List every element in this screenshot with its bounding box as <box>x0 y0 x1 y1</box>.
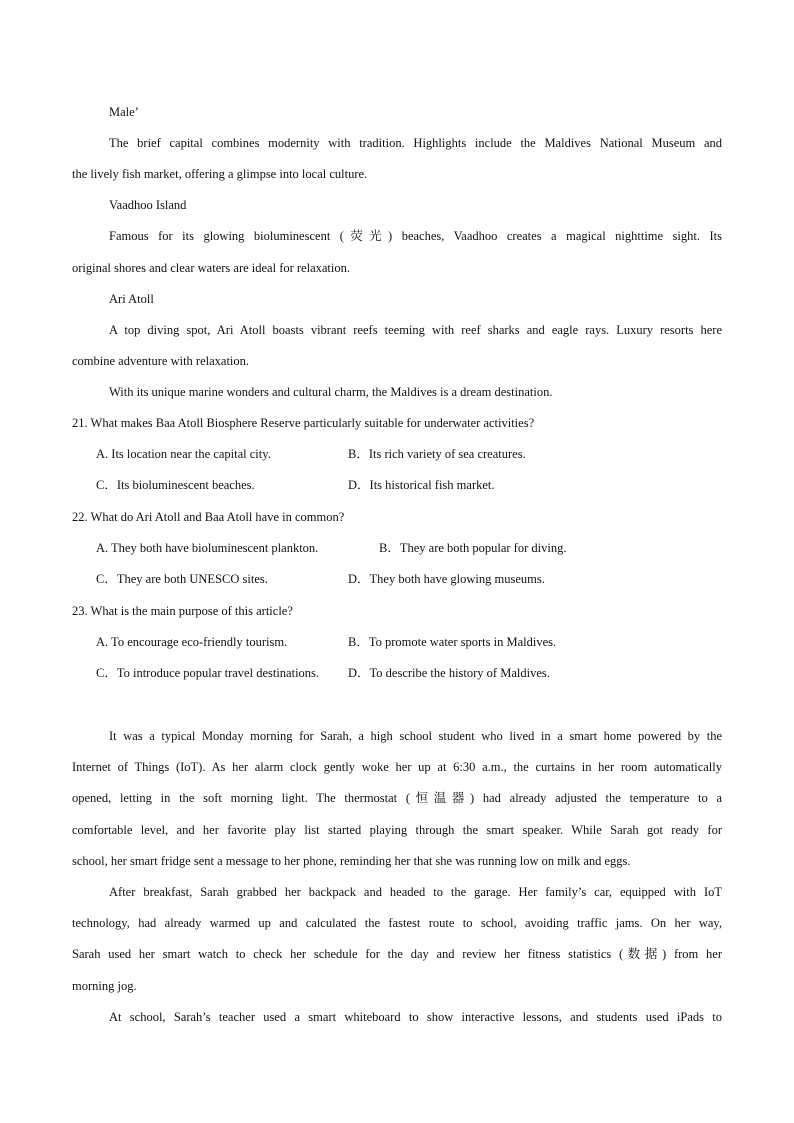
section-heading-vaadhoo: Vaadhoo Island <box>109 198 187 212</box>
option-b: B．Its rich variety of sea creatures. <box>348 447 526 461</box>
paragraph-line: original shores and clear waters are ideal for relaxation. <box>72 261 350 275</box>
option-a: A. Its location near the capital city. <box>96 447 271 461</box>
question-stem: 21. What makes Baa Atoll Biosphere Reserve particularly suitable for underwater activities? <box>72 416 535 430</box>
paragraph-line: The brief capital combines modernity with tradition. Highlights include the Maldives National Museum and <box>109 136 722 150</box>
paragraph-line: Sarah used her smart watch to check her schedule for the day and review her fitness statistics (数据) from her <box>72 947 722 961</box>
option-c: C．They are both UNESCO sites. <box>96 572 268 586</box>
paragraph-line: morning jog. <box>72 979 137 993</box>
paragraph-line: It was a typical Monday morning for Sarah, a high school student who lived in a smart home powered by the <box>109 729 722 743</box>
paragraph-line: At school, Sarah’s teacher used a smart whiteboard to show interactive lessons, and students used iPads to <box>109 1010 722 1024</box>
paragraph-line: After breakfast, Sarah grabbed her backpack and headed to the garage. Her family’s car, equipped with IoT <box>109 885 722 899</box>
option-d: D．To describe the history of Maldives. <box>348 666 550 680</box>
paragraph-line: technology, had already warmed up and calculated the fastest route to school, avoiding traffic jams. On her way, <box>72 916 722 930</box>
paragraph-line: A top diving spot, Ari Atoll boasts vibrant reefs teeming with reef sharks and eagle rays. Luxury resorts here <box>109 323 722 337</box>
paragraph-line: Internet of Things (IoT). As her alarm clock gently woke her up at 6:30 a.m., the curtains in her room automatically <box>72 760 722 774</box>
section-heading-male: Male’ <box>109 105 139 119</box>
paragraph-line: comfortable level, and her favorite play list started playing through the smart speaker. While Sarah got ready for <box>72 823 722 837</box>
paragraph-line: combine adventure with relaxation. <box>72 354 250 368</box>
closing-line: With its unique marine wonders and cultural charm, the Maldives is a dream destination. <box>109 385 553 399</box>
option-d: D．Its historical fish market. <box>348 478 495 492</box>
question-stem: 22. What do Ari Atoll and Baa Atoll have in common? <box>72 510 345 524</box>
paragraph-line: school, her smart fridge sent a message to her phone, reminding her that she was running low on milk and eggs. <box>72 854 631 868</box>
option-b: B．They are both popular for diving. <box>379 541 567 555</box>
option-b: B．To promote water sports in Maldives. <box>348 635 557 649</box>
section-heading-ari: Ari Atoll <box>109 292 154 306</box>
option-d: D．They both have glowing museums. <box>348 572 545 586</box>
option-a: A. They both have bioluminescent plankton. <box>96 541 319 555</box>
paragraph-line: Famous for its glowing bioluminescent (荧光) beaches, Vaadhoo creates a magical nighttime sight. Its <box>109 229 722 243</box>
option-c: C．Its bioluminescent beaches. <box>96 478 255 492</box>
option-a: A. To encourage eco-friendly tourism. <box>96 635 288 649</box>
option-c: C．To introduce popular travel destinations. <box>96 666 320 680</box>
paragraph-line: the lively fish market, offering a glimpse into local culture. <box>72 167 368 181</box>
paragraph-line: opened, letting in the soft morning light. The thermostat (恒温器) had already adjusted the temperature to a <box>72 791 722 805</box>
question-stem: 23. What is the main purpose of this article? <box>72 604 293 618</box>
